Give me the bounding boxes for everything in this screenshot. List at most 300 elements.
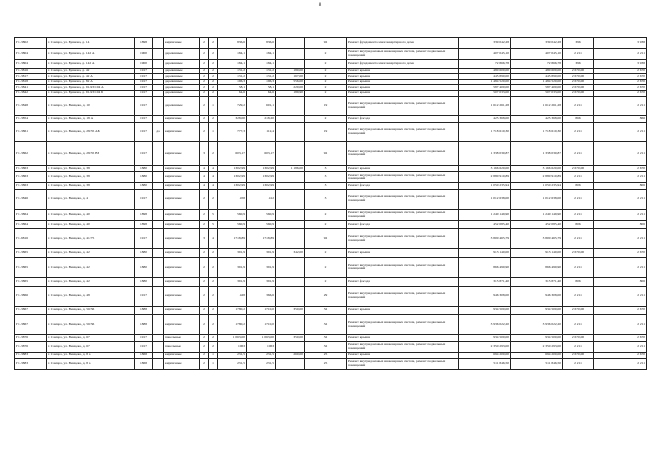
work-type-cell: Ремонт внутридомовых инженерных систем, ремонт подвальных помещений	[347, 341, 459, 352]
work-volume-cell	[276, 229, 305, 249]
address-cell: г. Самара, ул. Буянова, д. 42	[47, 68, 135, 74]
unit-limit-cell: 2 211	[594, 141, 647, 165]
material-cell: кирпичные	[164, 352, 200, 358]
year-cell: 1917	[135, 189, 153, 209]
floors-cell: 2	[200, 189, 209, 209]
row-id-cell: Г1-3862	[15, 141, 47, 165]
material-cell: деревянные	[164, 96, 200, 115]
total-area-cell: 231,5	[218, 352, 247, 358]
unit-limit-cell: 2 670	[594, 306, 647, 315]
table-row	[15, 229, 647, 249]
year-cell: 1917	[135, 335, 153, 341]
entrances-cell: 2	[209, 85, 218, 91]
cost-total-cell: 72 866,78	[511, 60, 563, 69]
work-type-cell: Ремонт внутридомовых инженерных систем, ремонт подвальных помещений	[347, 189, 459, 209]
material-cell: кирпичные	[164, 306, 200, 315]
work-type-cell: Ремонт внутридомовых инженерных систем, ремонт подвальных помещений	[347, 315, 459, 335]
table-row	[15, 315, 647, 335]
material-cell: кирпичные	[164, 257, 200, 277]
total-area-cell: 196,3	[218, 79, 247, 85]
row-id-cell: Г1-3865	[15, 257, 47, 277]
total-area-cell: 777,3	[218, 122, 247, 141]
material-cell: панельные	[164, 335, 200, 341]
unit-limit-cell: 2 670	[594, 68, 647, 74]
row-id-cell: Г1-3866	[15, 286, 47, 306]
living-area-cell: 391,9	[247, 249, 276, 258]
work-type-cell: Ремонт фасада	[347, 277, 459, 286]
entrances-cell: 2	[209, 306, 218, 315]
flag-cell	[153, 141, 164, 165]
floors-cell: 2	[200, 352, 209, 358]
floors-cell: 2	[200, 68, 209, 74]
table-row	[15, 49, 647, 60]
unit-limit-cell: 806	[594, 183, 647, 189]
cost-cell: 1 240 149,90	[459, 209, 511, 220]
residents-cell: 25	[305, 358, 347, 369]
work-volume-cell: 1 186,00	[276, 165, 305, 171]
total-area-cell: 836,6	[218, 38, 247, 49]
unit-cost-cell: 2 211	[563, 122, 594, 141]
row-id-cell: Г1-3816	[15, 68, 47, 74]
work-type-cell: Ремонт внутридомовых инженерных систем, ремонт подвальных помещений	[347, 257, 459, 277]
material-cell: кирпичные	[164, 249, 200, 258]
unit-limit-cell: 2 211	[594, 172, 647, 183]
table-row	[15, 341, 647, 352]
material-cell: кирпичные	[164, 286, 200, 306]
address-cell: г. Самара, ул. Венцека, д. 67	[47, 335, 135, 341]
cost-cell: 1 484 520,00	[459, 79, 511, 85]
year-cell: 1917	[135, 90, 153, 96]
entrances-cell: 2	[209, 249, 218, 258]
material-cell: деревянные	[164, 49, 200, 60]
address-cell: г. Самара, ул. Венцека, д. 28/35 ВЗ	[47, 141, 135, 165]
housing-repair-table	[14, 37, 647, 370]
material-cell: деревянные	[164, 79, 200, 85]
unit-limit-cell: 3 938	[594, 38, 647, 49]
address-cell: г. Самара, ул. Венцека, д. 50/36	[47, 315, 135, 335]
residents-cell: 32	[305, 315, 347, 335]
cost-total-cell: 1 718 610,30	[511, 122, 563, 141]
row-id-cell: Г1-3818	[15, 79, 47, 85]
year-cell: 1898	[135, 38, 153, 49]
work-type-cell: Ремонт крыши	[347, 74, 459, 80]
floors-cell: 3	[200, 141, 209, 165]
row-id-cell: Г1-3841	[15, 85, 47, 91]
address-cell: г. Самара, ул. Венцека, д. 18 А	[47, 115, 135, 122]
unit-limit-cell: 2 670	[594, 352, 647, 358]
living-area-cell: 560,9	[247, 209, 276, 220]
living-area-cell: 231,5	[247, 358, 276, 369]
address-cell: г. Самара, ул. Буянова, д. 82 А	[47, 79, 135, 85]
year-cell: 1898	[135, 209, 153, 220]
work-volume-cell	[276, 277, 305, 286]
unit-cost-cell: 2 211	[563, 358, 594, 369]
unit-cost-cell: 2 670,00	[563, 79, 594, 85]
living-area-cell: 603,17	[247, 141, 276, 165]
cost-cell: 1 050 235,94	[459, 183, 511, 189]
residents-cell: 3	[305, 189, 347, 209]
entrances-cell: 2	[209, 341, 218, 352]
cost-cell: 866 490,90	[459, 257, 511, 277]
unit-limit-cell: 2 211	[594, 315, 647, 335]
address-cell: г. Самара, ул. Венцека, д. 42	[47, 277, 135, 286]
row-id-cell: Г1-3846	[15, 189, 47, 209]
living-area-cell: 366,6	[247, 286, 276, 306]
work-type-cell: Ремонт внутридомовых инженерных систем, ремонт подвальных помещений	[347, 141, 459, 165]
residents-cell: 32	[305, 335, 347, 341]
entrances-cell: 2	[209, 189, 218, 209]
work-volume-cell	[276, 115, 305, 122]
cost-total-cell: 694 200,00	[511, 352, 563, 358]
living-area-cell: 1063	[247, 341, 276, 352]
unit-cost-cell: 2 670,00	[563, 249, 594, 258]
cost-total-cell: 3 936 022,20	[511, 315, 563, 335]
living-area-cell: 1710,0	[247, 315, 276, 335]
unit-limit-cell: 2 670	[594, 90, 647, 96]
residents-cell: 2	[305, 115, 347, 122]
cost-total-cell: 480 600,00	[511, 68, 563, 74]
row-id-cell: Г1-3802	[15, 38, 47, 49]
row-id-cell: Г1-3867	[15, 306, 47, 315]
table-row	[15, 249, 647, 258]
cost-total-cell: 2 350 293,00	[511, 341, 563, 352]
address-cell: г. Самара, ул. Буянова, д. 142 А	[47, 60, 135, 69]
residents-cell: 92	[305, 229, 347, 249]
work-volume-cell	[276, 341, 305, 352]
material-cell: деревянные	[164, 74, 200, 80]
total-area-cell: 391,9	[218, 257, 247, 277]
living-area-cell: 184,1	[247, 60, 276, 69]
work-volume-cell	[276, 49, 305, 60]
work-volume-cell	[276, 38, 305, 49]
floors-cell: 2	[200, 341, 209, 352]
living-area-cell: 64,6	[247, 90, 276, 96]
work-type-cell: Ремонт фасада	[347, 115, 459, 122]
flag-cell	[153, 209, 164, 220]
unit-limit-cell: 2 670	[594, 85, 647, 91]
entrances-cell: 5	[209, 220, 218, 229]
cost-total-cell: 2 880 910,89	[511, 172, 563, 183]
residents-cell: 92	[305, 141, 347, 165]
work-volume-cell	[276, 209, 305, 220]
entrances-cell: 2	[209, 49, 218, 60]
work-type-cell: Ремонт крыши	[347, 352, 459, 358]
unit-cost-cell: 866	[563, 115, 594, 122]
unit-limit-cell: 2 211	[594, 122, 647, 141]
living-area-cell: 58,1	[247, 85, 276, 91]
total-area-cell: 1302,99	[218, 183, 247, 189]
unit-limit-cell: 2 211	[594, 189, 647, 209]
floors-cell: 2	[200, 60, 209, 69]
unit-cost-cell: 2 211	[563, 209, 594, 220]
cost-cell: 694 200,00	[459, 352, 511, 358]
year-cell: 1917	[135, 122, 153, 141]
unit-limit-cell: 866	[594, 115, 647, 122]
unit-limit-cell: 2 211	[594, 96, 647, 115]
cost-total-cell: 445 890,00	[511, 74, 563, 80]
row-id-cell: Г1-3863	[15, 183, 47, 189]
unit-cost-cell: 2 211	[563, 257, 594, 277]
work-type-cell: Ремонт крыши	[347, 335, 459, 341]
flag-cell	[153, 38, 164, 49]
total-area-cell: 458	[218, 189, 247, 209]
address-cell: г. Самара, ул. Буянова, д. 142 А	[47, 49, 135, 60]
row-id-cell: Г1-9816	[15, 229, 47, 249]
cost-total-cell: 339 042,28	[511, 38, 563, 49]
cost-total-cell: 3 166 620,00	[511, 165, 563, 171]
total-area-cell: 1302,99	[218, 165, 247, 171]
cost-total-cell: 934 500,00	[511, 306, 563, 315]
unit-limit-cell: 2 211	[594, 229, 647, 249]
residents-cell: 2	[305, 220, 347, 229]
residents-cell: 2	[305, 74, 347, 80]
work-type-cell: Ремонт фасада	[347, 183, 459, 189]
living-area-cell: 112,4	[247, 122, 276, 141]
total-area-cell: 560,9	[218, 220, 247, 229]
living-area-cell: 560,9	[247, 220, 276, 229]
year-cell: 1880	[135, 165, 153, 171]
work-volume-cell: 342,00	[276, 249, 305, 258]
cost-cell: 1 338 030,87	[459, 141, 511, 165]
entrances-cell: 1	[209, 358, 218, 369]
floors-cell: 4	[200, 183, 209, 189]
table-row	[15, 38, 647, 49]
living-area-cell: 1302,99	[247, 183, 276, 189]
residents-cell: 29	[305, 286, 347, 306]
unit-cost-cell: 2 211	[563, 96, 594, 115]
year-cell: 1868	[135, 352, 153, 358]
residents-cell: 32	[305, 306, 347, 315]
unit-cost-cell: 806	[563, 183, 594, 189]
total-area-cell: 603,17	[218, 141, 247, 165]
total-area-cell: 1718,89	[218, 229, 247, 249]
living-area-cell: 836,6	[247, 38, 276, 49]
entrances-cell: 2	[209, 74, 218, 80]
floors-cell: 4	[200, 172, 209, 183]
cost-cell: 946 308,00	[459, 286, 511, 306]
total-area-cell: 1 063,00	[218, 335, 247, 341]
work-volume-cell	[276, 358, 305, 369]
row-id-cell: Г1-3865	[15, 277, 47, 286]
material-cell: кирпичные	[164, 122, 200, 141]
work-type-cell: Ремонт внутридомовых инженерных систем, ремонт подвальных помещений	[347, 286, 459, 306]
residents-cell: 2	[305, 277, 347, 286]
unit-limit-cell: 2 211	[594, 341, 647, 352]
entrances-cell: 1	[209, 122, 218, 141]
flag-cell	[153, 341, 164, 352]
work-type-cell: Ремонт крыши	[347, 165, 459, 171]
living-area-cell: 184,1	[247, 49, 276, 60]
material-cell: кирпичные	[164, 209, 200, 220]
material-cell: деревянные	[164, 60, 200, 69]
table-row	[15, 220, 647, 229]
material-cell: кирпичные	[164, 165, 200, 171]
address-cell: г. Самара, ул. Буянова, д. 14	[47, 38, 135, 49]
cost-cell: 407 045,10	[459, 49, 511, 60]
unit-cost-cell: 2 670,00	[563, 352, 594, 358]
address-cell: г. Самара, ул. Венцека, д. 48	[47, 286, 135, 306]
material-cell: кирпичные	[164, 38, 200, 49]
row-id-cell: Г1-3854	[15, 115, 47, 122]
total-area-cell: 428	[218, 286, 247, 306]
cost-cell: 425 368,00	[459, 115, 511, 122]
material-cell: кирпичные	[164, 141, 200, 165]
residents-cell: 2	[305, 90, 347, 96]
cost-cell: 2 880 910,89	[459, 172, 511, 183]
residents-cell: 2	[305, 68, 347, 74]
work-type-cell: Ремонт внутридомовых инженерных систем, ремонт подвальных помещений	[347, 49, 459, 60]
cost-cell: 934 500,00	[459, 335, 511, 341]
living-area-cell: 196,3	[247, 79, 276, 85]
cost-cell: 2 350 293,00	[459, 341, 511, 352]
total-area-cell: 1063	[218, 341, 247, 352]
unit-limit-cell: 2 211	[594, 49, 647, 60]
year-cell: 1917	[135, 68, 153, 74]
unit-limit-cell: 2 211	[594, 286, 647, 306]
unit-cost-cell: 2 670,00	[563, 335, 594, 341]
floors-cell: 4	[200, 165, 209, 171]
address-cell: г. Самара, ул. Венцека, д. 42	[47, 257, 135, 277]
total-area-cell: 131,2	[218, 74, 247, 80]
unit-limit-cell: 806	[594, 277, 647, 286]
flag-cell	[153, 229, 164, 249]
row-id-cell: Г1-3864	[15, 209, 47, 220]
unit-cost-cell: 806	[563, 277, 594, 286]
cost-total-cell: 315 871,40	[511, 277, 563, 286]
table-row	[15, 189, 647, 209]
cost-cell: 339 042,28	[459, 38, 511, 49]
unit-limit-cell: 806	[594, 220, 647, 229]
cost-total-cell: 1 050 235,94	[511, 183, 563, 189]
total-area-cell: 1780,2	[218, 315, 247, 335]
cost-cell: 72 866,78	[459, 60, 511, 69]
cost-total-cell: 1 240 149,90	[511, 209, 563, 220]
unit-limit-cell: 2 670	[594, 335, 647, 341]
unit-cost-cell: 2 670,00	[563, 165, 594, 171]
living-area-cell: 391,9	[247, 257, 276, 277]
address-cell: г. Самара, ул. Буянова, д. 42 А	[47, 74, 135, 80]
cost-total-cell: 1 612 261,28	[511, 96, 563, 115]
table-row	[15, 96, 647, 115]
entrances-cell: 2	[209, 79, 218, 85]
year-cell: 1868	[135, 358, 153, 369]
flag-cell	[153, 115, 164, 122]
work-type-cell: Ремонт крыши	[347, 68, 459, 74]
entrances-cell: 2	[209, 286, 218, 306]
row-id-cell: Г1-3864	[15, 220, 47, 229]
work-volume-cell	[276, 286, 305, 306]
year-cell: 1898	[135, 220, 153, 229]
total-area-cell: 729,2	[218, 96, 247, 115]
row-id-cell: Г1-3863	[15, 172, 47, 183]
work-type-cell: Ремонт фасада	[347, 220, 459, 229]
entrances-cell: 2	[209, 90, 218, 96]
material-cell: деревянные	[164, 85, 200, 91]
residents-cell: 2	[305, 60, 347, 69]
entrances-cell: 2	[209, 315, 218, 335]
work-type-cell: Ремонт крыши	[347, 79, 459, 85]
row-id-cell: Г1-3848	[15, 96, 47, 115]
row-id-cell: Г1-3883	[15, 352, 47, 358]
cost-cell: 913 140,00	[459, 249, 511, 258]
cost-total-cell: 425 368,00	[511, 115, 563, 122]
address-cell: г. Самара, ул. Венцека, д. 50/36	[47, 306, 135, 315]
entrances-cell: 4	[209, 183, 218, 189]
total-area-cell: 58,1	[218, 85, 247, 91]
cost-cell: 445 890,00	[459, 74, 511, 80]
unit-cost-cell: 396	[563, 38, 594, 49]
table-row	[15, 358, 647, 369]
page-number: 8	[318, 3, 322, 8]
work-type-cell: Ремонт внутридомовых инженерных систем, ремонт подвальных помещений	[347, 96, 459, 115]
entrances-cell: 1	[209, 352, 218, 358]
floors-cell: 2	[200, 358, 209, 369]
address-cell: г. Самара, ул. Венцека, д. 4	[47, 189, 135, 209]
cost-cell: 3 166 620,00	[459, 165, 511, 171]
row-id-cell: Г1-3883	[15, 358, 47, 369]
work-type-cell: Ремонт крыши	[347, 90, 459, 96]
work-volume-cell: 556,00	[276, 79, 305, 85]
year-cell: 1917	[135, 85, 153, 91]
table-row	[15, 115, 647, 122]
material-cell: деревянные	[164, 90, 200, 96]
cost-cell: 1 012 638,00	[459, 189, 511, 209]
entrances-cell: 4	[209, 172, 218, 183]
unit-limit-cell: 2 670	[594, 79, 647, 85]
work-volume-cell	[276, 189, 305, 209]
address-cell: г. Самара, ул. Венцека, д. 38	[47, 172, 135, 183]
address-cell: г. Самара, ул. Венцека, д. 41/75	[47, 229, 135, 249]
work-volume-cell: 180,00	[276, 68, 305, 74]
unit-cost-cell: 396	[563, 60, 594, 69]
flag-cell	[153, 189, 164, 209]
work-type-cell: Ремонт внутридомовых инженерных систем, ремонт подвальных помещений	[347, 358, 459, 369]
residents-cell: 2	[305, 209, 347, 220]
row-id-cell: Г1-3863	[15, 165, 47, 171]
unit-cost-cell: 2 211	[563, 49, 594, 60]
year-cell: 1917	[135, 341, 153, 352]
cost-cell: 1 612 261,28	[459, 96, 511, 115]
unit-limit-cell: 2 670	[594, 74, 647, 80]
address-cell: г. Самара, ул. Венцека, д. 42	[47, 249, 135, 258]
table-row	[15, 122, 647, 141]
work-volume-cell	[276, 172, 305, 183]
entrances-cell: 4	[209, 229, 218, 249]
cost-total-cell: 866 490,90	[511, 257, 563, 277]
work-volume-cell	[276, 122, 305, 141]
flag-cell	[153, 257, 164, 277]
living-area-cell: 1302,99	[247, 172, 276, 183]
unit-limit-cell: 3 938	[594, 60, 647, 69]
work-volume-cell	[276, 220, 305, 229]
floors-cell: 2	[200, 115, 209, 122]
total-area-cell: 1302,99	[218, 172, 247, 183]
flag-cell	[153, 249, 164, 258]
total-area-cell: 131,2	[218, 68, 247, 74]
cost-total-cell: 3 800 465,79	[511, 229, 563, 249]
material-cell: кирпичные	[164, 358, 200, 369]
address-cell: г. Самара, ул. Венцека, д. 40	[47, 209, 135, 220]
living-area-cell: 601,1	[247, 96, 276, 115]
residents-cell: 3	[305, 165, 347, 171]
row-id-cell: Г1-3804	[15, 49, 47, 60]
work-volume-cell	[276, 141, 305, 165]
total-area-cell: 328,00	[218, 115, 247, 122]
material-cell: панельные	[164, 341, 200, 352]
year-cell: 1900	[135, 60, 153, 69]
unit-cost-cell: 2 211	[563, 172, 594, 183]
flag-cell	[153, 306, 164, 315]
